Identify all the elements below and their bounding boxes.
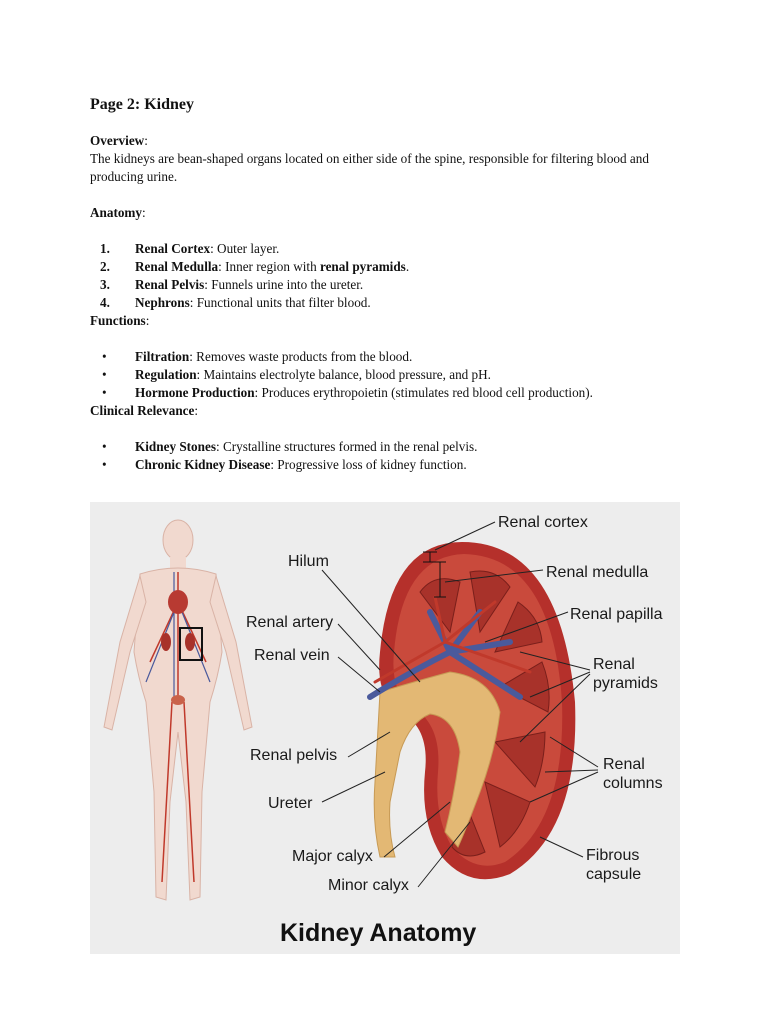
- anatomy-list: [90, 240, 690, 312]
- page-title: Page 2: Kidney: [90, 96, 194, 113]
- label-renal-columns-1: Renal: [603, 756, 645, 773]
- figure-caption: Kidney Anatomy: [280, 919, 477, 947]
- document-body: [90, 96, 690, 474]
- list-item: 2. Renal Medulla: Inner region with renal pyramids.: [100, 259, 410, 274]
- term: Hormone Production: [135, 385, 255, 400]
- kidney-anatomy-figure: [90, 502, 680, 954]
- overview-heading: Overview: [90, 133, 145, 148]
- kidney-illustration: [90, 502, 680, 954]
- term: Nephrons: [135, 295, 190, 310]
- kidney-cross-section: [370, 542, 575, 879]
- clinical-heading: Clinical Relevance: [90, 403, 195, 418]
- term: Renal Cortex: [135, 241, 211, 256]
- label-renal-pyramids-2: pyramids: [593, 675, 658, 692]
- term: Renal Medulla: [135, 259, 219, 274]
- list-item: • Chronic Kidney Disease: Progressive loss of kidney function.: [102, 457, 467, 472]
- functions-heading: Functions: [90, 313, 146, 328]
- anatomy-heading: Anatomy: [90, 205, 143, 220]
- term: Renal Pelvis: [135, 277, 205, 292]
- label-renal-cortex: Renal cortex: [498, 514, 588, 531]
- label-renal-pyramids-1: Renal: [593, 656, 635, 673]
- anatomy-section: Anatomy: 1. Renal Cortex: Outer layer. 2. Renal Medulla: Inner region with renal pyramids. 3. Renal Pelvis: Funnels urine into the ureter. 4. Nephrons: Functional units that filter blood.: [90, 204, 690, 312]
- list-item: • Filtration: Removes waste products from the blood.: [102, 349, 413, 364]
- label-hilum: Hilum: [288, 553, 329, 570]
- functions-section: Functions: • Filtration: Removes waste products from the blood. • Regulation: Maintains electrolyte balance, blood pressure, and pH. • Hormone Production: Produces erythropoietin (stimulates red blood cell production).: [90, 312, 690, 402]
- label-renal-medulla: Renal medulla: [546, 564, 649, 581]
- term: Chronic Kidney Disease: [135, 457, 271, 472]
- overview-text: The kidneys are bean-shaped organs located on either side of the spine, responsible for filtering blood and producing urine.: [90, 151, 649, 184]
- clinical-list: [90, 438, 690, 474]
- label-renal-vein: Renal vein: [254, 647, 330, 664]
- list-item: • Hormone Production: Produces erythropoietin (stimulates red blood cell production).: [102, 385, 593, 400]
- overview-section: Overview: The kidneys are bean-shaped organs located on either side of the spine, responsible for filtering blood and producing urine.: [90, 132, 690, 186]
- list-item: 1. Renal Cortex: Outer layer.: [100, 241, 280, 256]
- label-minor-calyx: Minor calyx: [328, 877, 409, 894]
- label-renal-artery: Renal artery: [246, 614, 334, 631]
- list-item: 3. Renal Pelvis: Funnels urine into the ureter.: [100, 277, 364, 292]
- term: Kidney Stones: [135, 439, 216, 454]
- functions-list: [90, 348, 690, 402]
- label-fibrous-capsule-2: capsule: [586, 866, 642, 883]
- label-renal-pelvis: Renal pelvis: [250, 747, 338, 764]
- term: Regulation: [135, 367, 197, 382]
- human-body-illustration: [104, 520, 252, 900]
- label-renal-papilla: Renal papilla: [570, 606, 663, 623]
- list-item: • Regulation: Maintains electrolyte balance, blood pressure, and pH.: [102, 367, 491, 382]
- list-item: 4. Nephrons: Functional units that filter blood.: [100, 295, 371, 310]
- term: Filtration: [135, 349, 190, 364]
- label-ureter: Ureter: [268, 795, 313, 812]
- list-item: • Kidney Stones: Crystalline structures formed in the renal pelvis.: [102, 439, 478, 454]
- label-renal-columns-2: columns: [603, 775, 663, 792]
- clinical-section: Clinical Relevance: • Kidney Stones: Crystalline structures formed in the renal pelvis. • Chronic Kidney Disease: Progressive loss of kidney function.: [90, 402, 690, 474]
- label-fibrous-capsule-1: Fibrous: [586, 847, 640, 864]
- label-major-calyx: Major calyx: [292, 848, 373, 865]
